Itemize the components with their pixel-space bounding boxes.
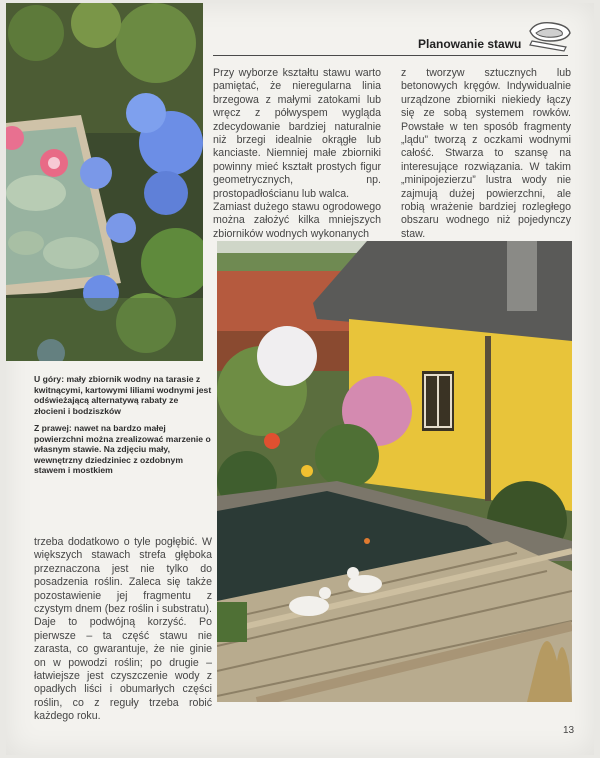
book-page — [6, 3, 594, 755]
body-text-column-3: trzeba dodatkowo o tyle pogłębić. W większych stawach strefa głęboka przeznaczona jest nie tylko do posadzenia roślin. Zaleca się także pozostawienie jej fragmentu z czystym dnem (bez roślin i substratu). Daje to podwójną korzyść. Po pierwsze – ta część stawu nie zarasta, co gwarantuje, że nie ginie on w powodzi roślin; po drugie – łatwiejsze jest czyszczenie wody z opadłych liści i obumarłych części roślin, co z reguły trzeba robić każdego roku. — [34, 536, 212, 723]
caption-right: Z prawej: nawet na bardzo małej powierzchni można zrealizować marzenie o własnym stawie. Na zdjęciu mały, wewnętrzny dziedziniec z ozdobnym stawem i mostkiem — [34, 423, 211, 476]
pond-liner-icon — [526, 19, 574, 53]
photo-water-lilies-trough — [6, 3, 203, 361]
body-text-column-2: z tworzyw sztucznych lub betonowych kręgów. Indywidualnie urządzone zbiorniki niekiedy łączy się ze sobą systemem rowków. Powstałe w ten sposób fragmenty „lądu” tworzą z oczkami wodnymi całość. Stwarza to szansę na interesujące rozwiązania. W takim „minipojezierzu” lustra wody nie zajmują dużej powierzchni, ale robią wrażenie bardziej rozległego obszaru wodnego niż pojedynczy staw. — [401, 67, 571, 240]
caption-top: U góry: mały zbiornik wodny na tarasie z kwitnącymi, kartowymi liliami wodnymi jest odświeżającą alternatywą rabaty ze złocieni i bodziszków — [34, 374, 212, 416]
header-rule — [213, 55, 568, 56]
photo-courtyard-pond — [217, 241, 572, 702]
section-title: Planowanie stawu — [418, 37, 522, 51]
page-number: 13 — [563, 725, 575, 736]
body-text-column-1: Przy wyborze kształtu stawu warto pamiętać, że nieregularna linia brzegowa z małymi zatokami lub wręcz z półwyspem wygląda zdecydowanie bardziej naturalnie niż brzegi idealnie okrągłe lub kanciaste. Niemniej małe zbiorniki powinny mieć kształt prostych figur geometrycznych, np. prostopadłościanu lub walca. Zamiast dużego stawu ogrodowego można założyć kilka mniejszych zbiorników wodnych wykonanych — [213, 67, 381, 240]
